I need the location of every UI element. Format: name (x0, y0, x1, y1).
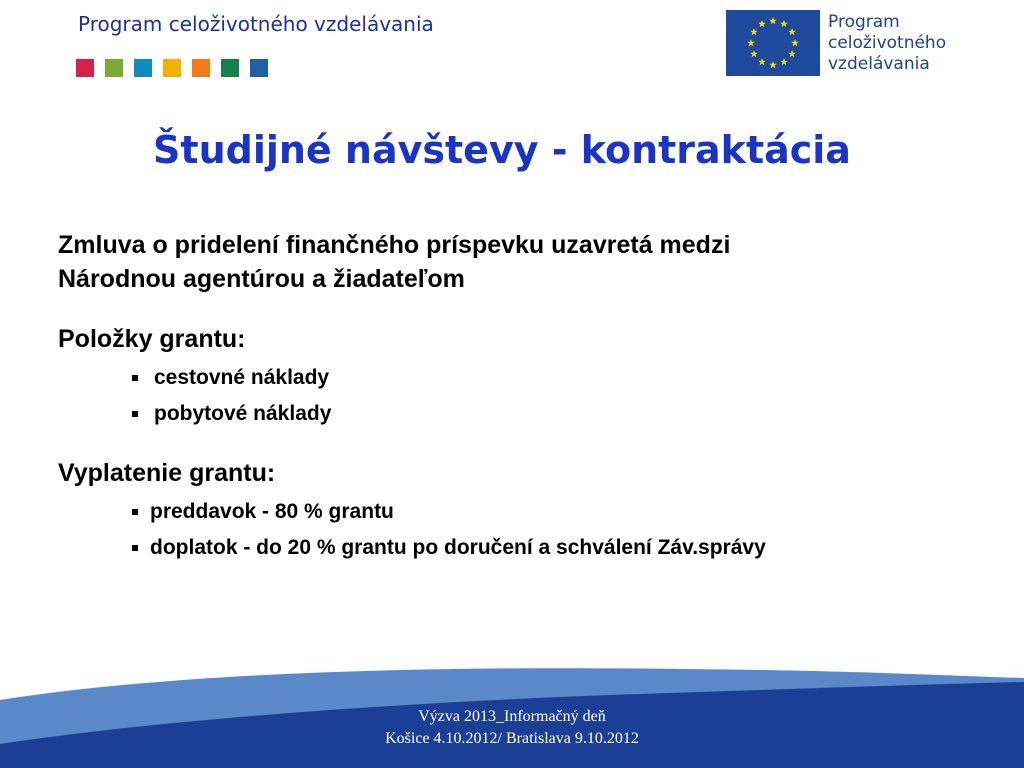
slide-content (58, 228, 998, 566)
color-square-orange (192, 59, 210, 77)
eu-flag-icon (726, 10, 820, 76)
bullet-icon (132, 545, 138, 551)
logo-line-3: vzdelávania (828, 53, 930, 74)
list-item-text: doplatok - do 20 % grantu po doručení a schválení Záv.správy (150, 536, 766, 559)
bullet-icon (132, 411, 138, 417)
list-item-text: preddavok - 80 % grantu (150, 500, 394, 523)
grant-items-list (58, 360, 998, 432)
slide-title: Študijné návštevy - kontraktácia (153, 128, 851, 172)
color-square-red (76, 59, 94, 77)
intro-line-2: Národnou agentúrou a žiadateľom (58, 265, 465, 293)
intro-text (58, 228, 998, 296)
list-item (132, 530, 998, 566)
list-item-text: pobytové náklady (154, 402, 332, 425)
logo-line-1: Program (828, 11, 900, 32)
list-item (132, 396, 998, 432)
color-square-yellow (163, 59, 181, 77)
footer-line-2: Košice 4.10.2012/ Bratislava 9.10.2012 (385, 730, 639, 747)
intro-line-1: Zmluva o pridelení finančného príspevku uzavretá medzi (58, 231, 731, 259)
program-logo (726, 10, 946, 76)
color-squares (76, 59, 268, 77)
color-square-green (105, 59, 123, 77)
color-square-blue (250, 59, 268, 77)
header-program-name: Program celoživotného vzdelávania (78, 12, 434, 36)
list-item-text: cestovné náklady (154, 366, 330, 389)
grant-items-heading: Položky grantu: (58, 325, 246, 353)
list-item (132, 360, 998, 396)
footer-text (0, 706, 1024, 750)
bullet-icon (132, 509, 138, 515)
footer-line-1: Výzva 2013_Informačný deň (418, 708, 606, 725)
bullet-icon (132, 375, 138, 381)
grant-payment-heading: Vyplatenie grantu: (58, 459, 276, 487)
color-square-cyan (134, 59, 152, 77)
logo-text (828, 12, 946, 75)
color-square-dark-green (221, 59, 239, 77)
logo-line-2: celoživotného (828, 32, 947, 53)
list-item (132, 494, 998, 530)
grant-payment-list (58, 494, 998, 566)
